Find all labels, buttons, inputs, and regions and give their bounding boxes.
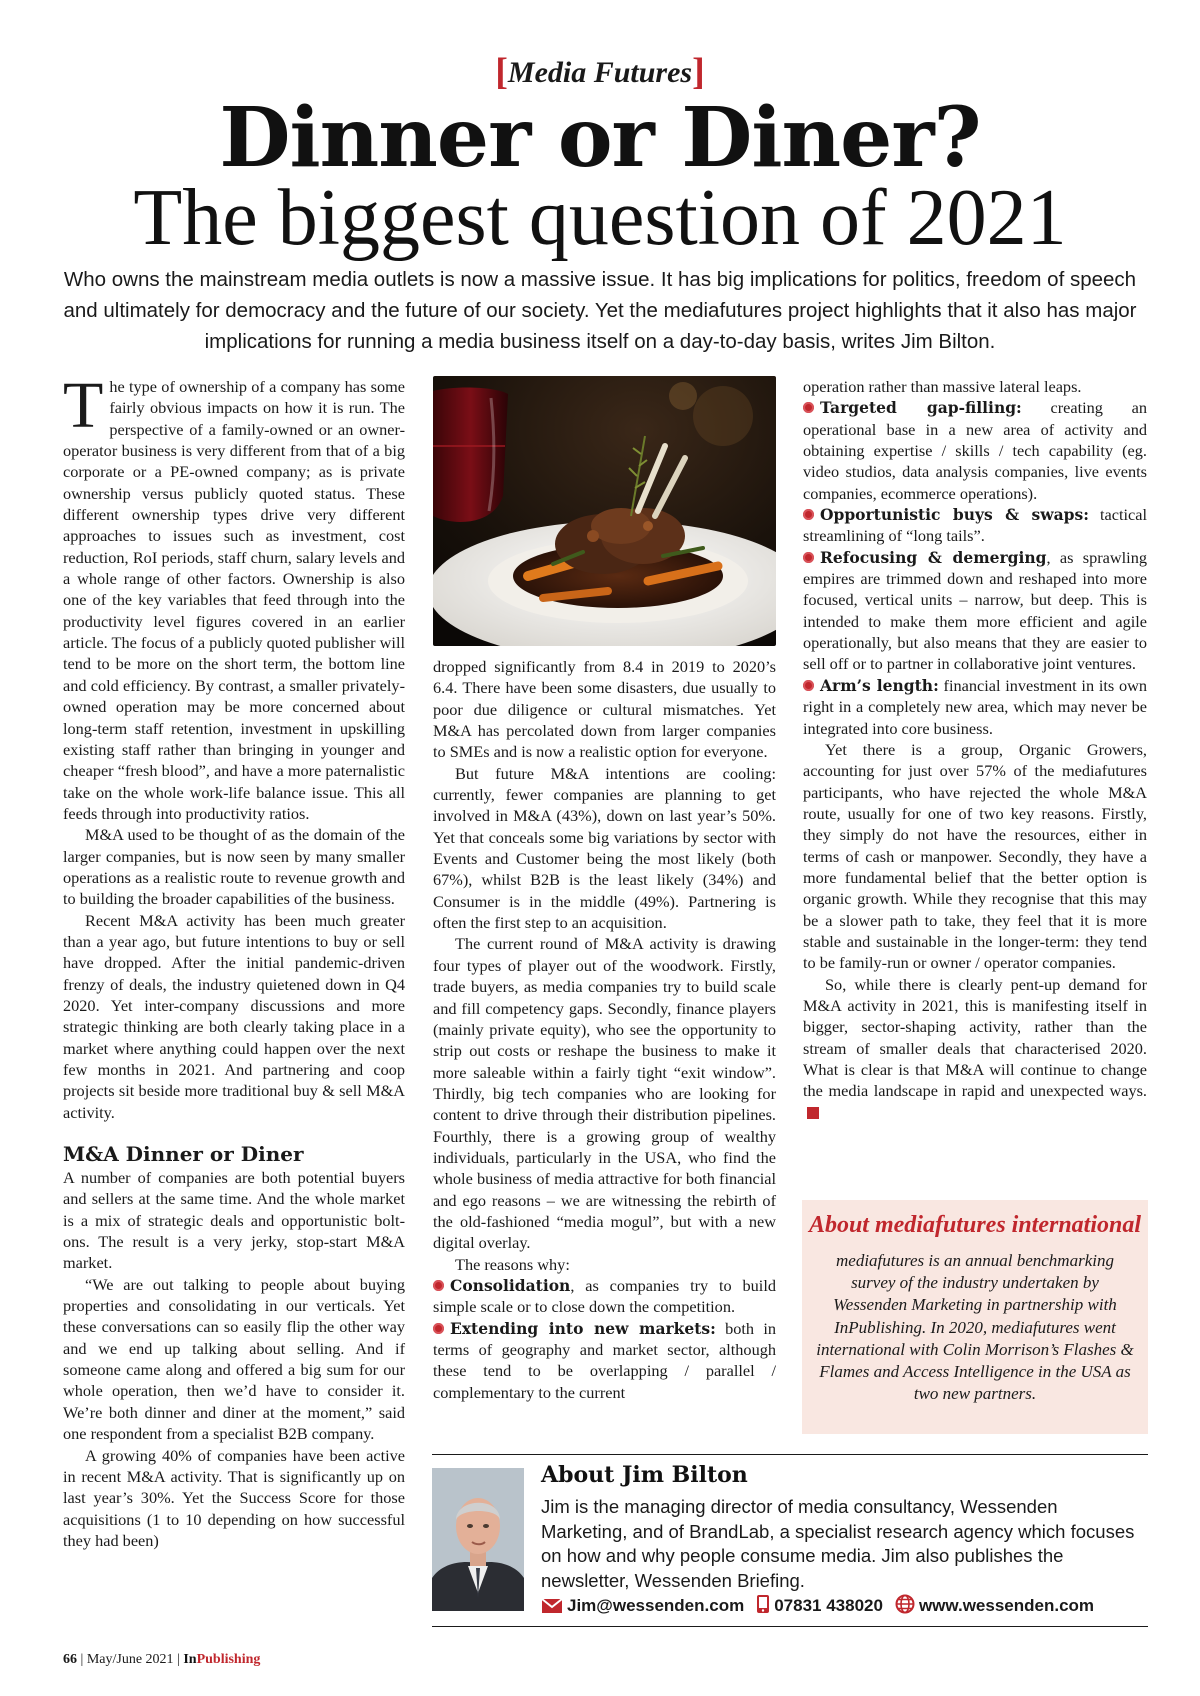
bullet-icon — [433, 1323, 444, 1334]
author-bio: Jim is the managing director of media consultancy, Wessenden Marketing, and of BrandLab, a specialist research agency which focuses on how and why people consume media. Jim also publishes the newsletter, Wessenden Briefing. — [541, 1496, 1135, 1591]
end-mark-icon — [807, 1107, 819, 1119]
paragraph: The reasons why: — [455, 1254, 570, 1274]
drop-cap: T — [63, 369, 104, 442]
paragraph: A growing 40% of companies have been active in recent M&A activity. That is significantly up on last year’s 30%. Yet the Success Score for those acquisitions (1 to 10 depending on how successful they had been) — [63, 1445, 405, 1550]
paragraph: So, while there is clearly pent-up demand for M&A activity in 2021, this is manifesting itself in bigger, sector-shaping activity, rather than the stream of smaller deals that characterised 2020. What is clear is that M&A will continue to change the media landscape in rapid and unexpected ways. — [803, 974, 1147, 1123]
article-column-1 — [63, 369, 405, 1551]
paragraph: Recent M&A activity has been much greater than a year ago, but future intentions to buy or sell have dropped. After the initial pandemic-driven frenzy of deals, the industry quietened down in Q4 2020. Yet inter-company discussions and more strategic thinking are both clearly taking place in a market where anything could happen over the next few months in 2021. And partnering and coop projects sit beside more traditional buy & sell M&A activity. — [63, 910, 405, 1122]
brand-name-publishing: Publishing — [196, 1652, 261, 1667]
author-contacts — [541, 1594, 1094, 1619]
bullet-icon — [803, 402, 814, 413]
page-number: 66 — [63, 1652, 77, 1667]
bullet-icon — [803, 552, 814, 563]
bullet-icon — [803, 509, 814, 520]
bullet-item: Targeted gap-filling: creating an operational base in a new area of activity and obtaining expertise / skills / tech capability (eg. video studios, data analysis companies, live events companies, ecommerce operations). — [803, 398, 1147, 503]
page-footer: 66 | May/June 2021 | InPublishing — [63, 1652, 261, 1667]
mail-icon — [541, 1598, 563, 1619]
bullet-icon — [433, 1280, 444, 1291]
bullet-item: Extending into new markets: both in terms of geography and market sector, although these tend to be overlapping / parallel / complementary to the current — [433, 1318, 776, 1402]
paragraph: dropped significantly from 8.4 in 2019 to 2020’s 6.4. There have been some disasters, due usually to poor due diligence or cultural mismatches. Yet M&A has percolated down from larger companies to SMEs and is now a realistic option for everyone. — [433, 657, 776, 762]
paragraph: A number of companies are both potential buyers and sellers at the same time. And the whole market is a mix of strategic deals and opportunistic bolt-ons. The result is a very jerky, stop-start M&A market. — [63, 1168, 405, 1273]
about-box-title: About mediafutures international — [808, 1212, 1142, 1238]
article-column-3 — [803, 376, 1147, 1123]
section-label: [Media Futures] — [495, 51, 705, 93]
food-photo — [433, 376, 776, 646]
paragraph: The current round of M&A activity is drawing four types of player out of the woodwork. Firstly, trade buyers, as media companies try to build scale and fill competency gaps. Secondly, finance players (mainly private equity), who see the opportunity to strip out costs or reshape the business to make it more saleable within a fairly tight “exit window”. Thirdly, big tech companies who are looking for content to drive through their distribution pipelines. Fourthly, there is a growing group of wealthy individuals, particularly in the USA, who find the whole business of media attractive for both financial and ego reasons – we are witnessing the rebirth of the old-fashioned “media mogul”, but with a new digital overlay. — [433, 934, 776, 1253]
about-box-body: mediafutures is an annual benchmarking survey of the industry undertaken by Wessenden Marketing in partnership with InPublishing. In 2020, mediafutures went international with Colin Morrison’s Flashes & Flames and Access Intelligence in the USA as two new partners. — [816, 1251, 1134, 1404]
paragraph: But future M&A intentions are cooling: currently, fewer companies are planning to get involved in M&A (43%), down on last year’s 50%. Yet that conceals some big variations by sector with Events and Customer being the most likely (both 67%), whilst B2B is the least likely (34%) and Consumer is in the middle (49%). Partnering is often the first step to an acquisition. — [433, 763, 776, 933]
paragraph: he type of ownership of a company has some fairly obvious impacts on how it is run. The perspective of a family-owned or an owner-operator business is very different from that of a big corporate or a PE-owned company; as is private ownership versus publicly quoted status. These different ownership types drive very different approaches to issues such as investment, cost reduction, RoI periods, staff churn, salary levels and a whole range of other factors. Ownership is also one of the key variables that feed through into the productivity level figures covered in an earlier article. The focus of a publicly quoted publisher will tend to be more on the short term, the bottom line and cold efficiency. By contrast, a smaller privately-owned operation may be more concerned about long-term staff retention, investment in upskilling existing staff rather than bringing in younger and cheaper “fresh blood”, and have a more paternalistic take on the whole work-life balance issue. This all feeds through into productivity ratios. — [63, 377, 405, 823]
bullet-item: Opportunistic buys & swaps: tactical streamlining of “long tails”. — [803, 505, 1147, 546]
website-link[interactable]: www.wessenden.com — [918, 1596, 1095, 1615]
phone-number[interactable]: 07831 438020 — [774, 1596, 883, 1615]
paragraph: “We are out talking to people about buying properties and consolidating in our verticals. Yet these conversations can so easily flip the other way and we end up talking about selling. And if someone came along and offered a big sum for our whole operation, then we’d have to consider it. We’re both dinner and diner at the moment,” said one respondent from a specialist B2B company. — [63, 1274, 405, 1444]
paragraph: operation rather than massive lateral leaps. — [803, 377, 1082, 396]
bullet-item: Arm’s length: financial investment in its own right in a completely new area, which may never be integrated into core business. — [803, 675, 1147, 738]
email-link[interactable]: Jim@wessenden.com — [567, 1596, 745, 1615]
brand-name-in: In — [183, 1652, 197, 1667]
author-heading: About Jim Bilton — [541, 1462, 748, 1488]
about-mediafutures-box — [802, 1200, 1148, 1434]
author-photo — [432, 1468, 524, 1611]
subheadline: The biggest question of 2021 — [133, 174, 1067, 262]
divider — [432, 1626, 1148, 1627]
divider — [432, 1454, 1148, 1455]
article-column-2 — [433, 656, 776, 1403]
standfirst: Who owns the mainstream media outlets is now a massive issue. It has big implications for politics, freedom of speech and ultimately for democracy and the future of our society. Yet the mediafutures project highlights that it also has major implications for running a media business itself on a day-to-day basis, writes Jim Bilton. — [63, 268, 1137, 353]
issue-date: May/June 2021 — [86, 1652, 174, 1667]
paragraph: M&A used to be thought of as the domain of the larger companies, but is now seen by many smaller operations as a realistic route to revenue growth and to building the broader capabilities of the business. — [63, 825, 405, 909]
phone-icon — [756, 1594, 770, 1619]
bullet-item: Consolidation, as companies try to build simple scale or to close down the competition. — [433, 1275, 776, 1317]
section-subheading: M&A Dinner or Diner — [63, 1142, 304, 1167]
bullet-item: Refocusing & demerging, as sprawling empires are trimmed down and reshaped into more focused, vertical units – narrow, but deep. This is intended to make them more efficient and agile operationally, but also means that they are easier to sell off or to partner in collaborative joint ventures. — [803, 547, 1147, 674]
headline: Dinner or Diner? — [219, 90, 981, 186]
bullet-icon — [803, 680, 814, 691]
globe-icon — [895, 1594, 915, 1619]
paragraph: Yet there is a group, Organic Growers, accounting for just over 57% of the mediafutures participants, who have rejected the whole M&A route, usually for one of two key reasons. Firstly, they simply do not have the resources, either in terms of cash or manpower. Secondly, they have a more fundamental belief that the better option is organic growth. While they recognise that this may be a slower path to take, they feel that it is more stable and sustainable in the longer-term: they tend to be family-run or owner / operator companies. — [803, 739, 1147, 973]
